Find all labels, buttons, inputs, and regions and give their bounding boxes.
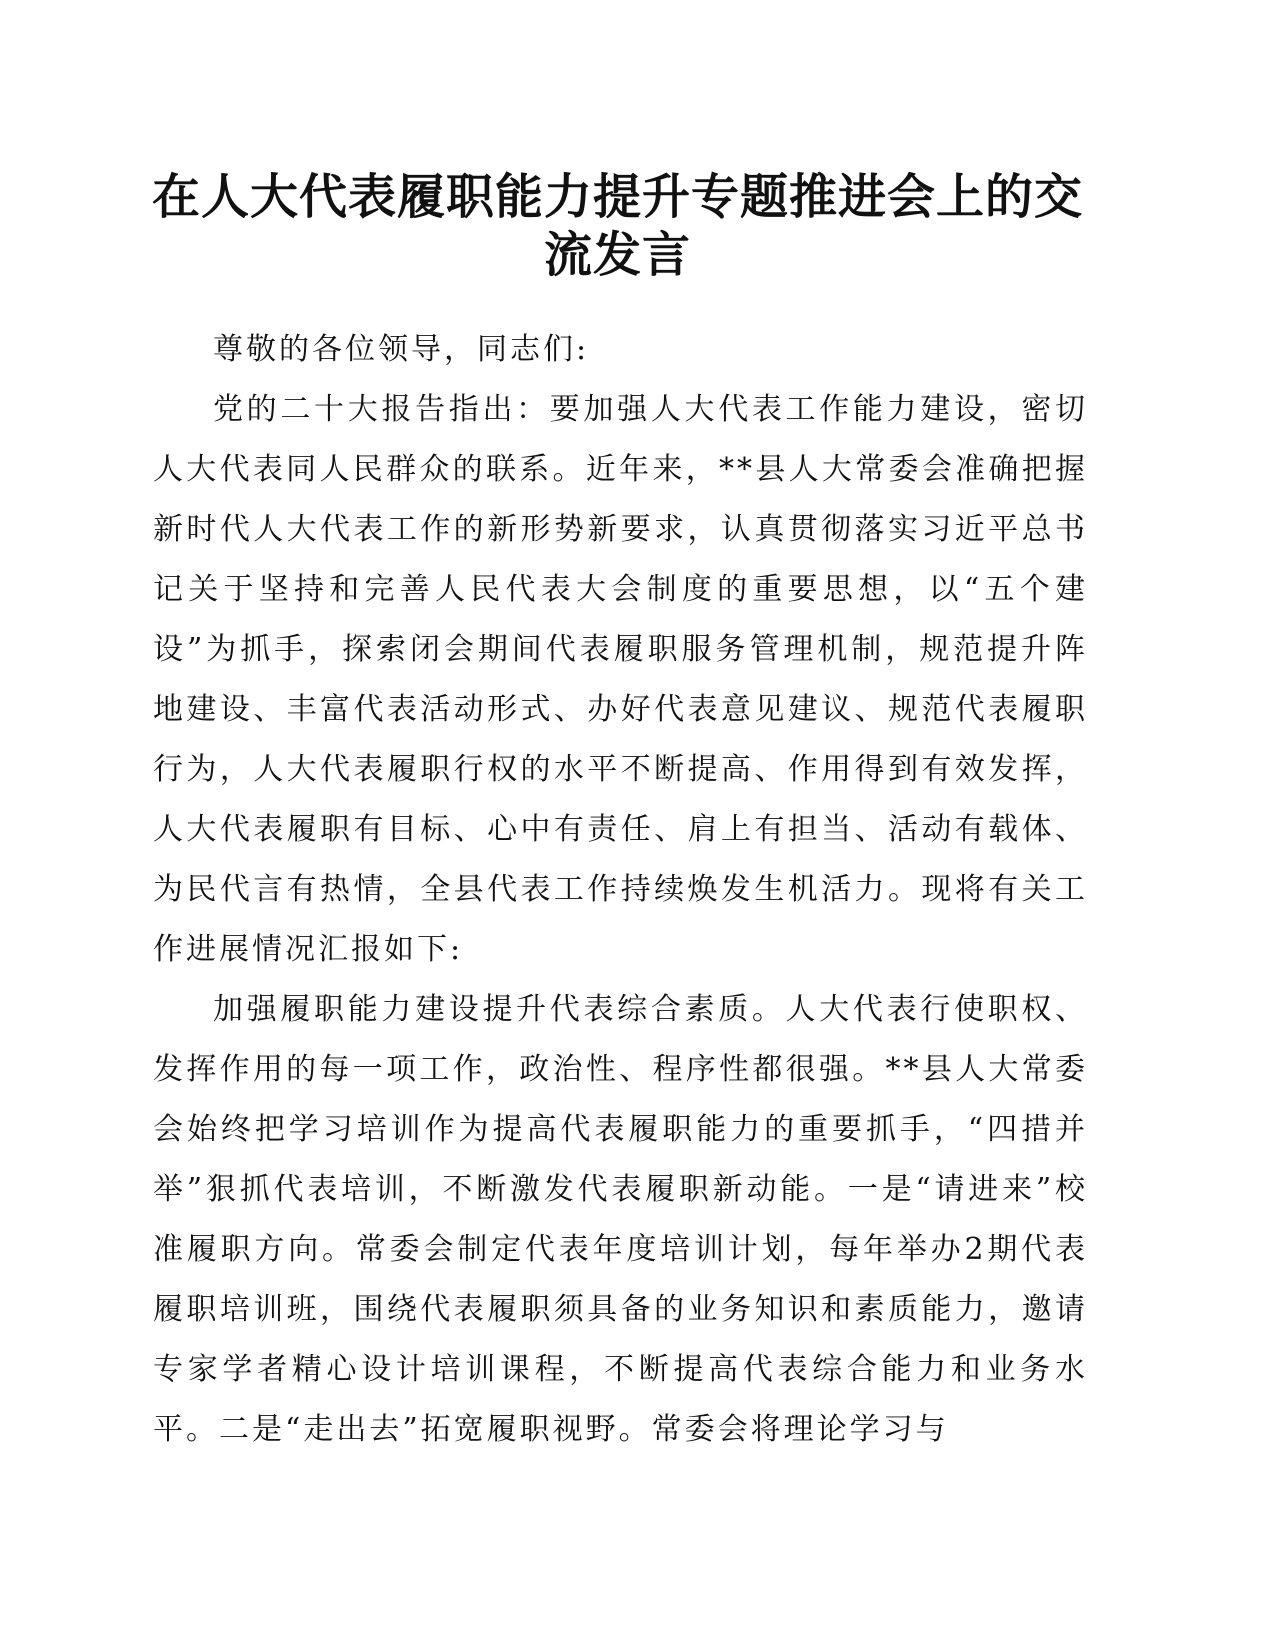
- document-body: [153, 320, 1088, 1460]
- paragraph-capacity-building: 加强履职能力建设提升代表综合素质。人大代表行使职权、发挥作用的每一项工作，政治性、程序性都很强。**县人大常委会始终把学习培训作为提高代表履职能力的重要抓手，“四措并举”狠抓代表培训，不断激发代表履职新动能。一是“请进来”校准履职方向。常委会制定代表年度培训计划，每年举办2期代表履职培训班，围绕代表履职须具备的业务知识和素质能力，邀请专家学者精心设计培训课程，不断提高代表综合能力和业务水平。二是“走出去”拓宽履职视野。常委会将理论学习与: [153, 992, 1088, 1447]
- salutation: 尊敬的各位领导，同志们:: [213, 332, 590, 367]
- paragraph-intro: 党的二十大报告指出：要加强人大代表工作能力建设，密切人大代表同人民群众的联系。近年来，**县人大常委会准确把握新时代人大代表工作的新形势新要求，认真贯彻落实习近平总书记关于坚持和完善人民代表大会制度的重要思想，以“五个建设”为抓手，探索闭会期间代表履职服务管理机制，规范提升阵地建设、丰富代表活动形式、办好代表意见建议、规范代表履职行为，人大代表履职行权的水平不断提高、作用得到有效发挥，人大代表履职有目标、心中有责任、肩上有担当、活动有载体、为民代言有热情，全县代表工作持续焕发生机活力。现将有关工作进展情况汇报如下:: [153, 392, 1088, 967]
- document-title: 在人大代表履职能力提升专题推进会上的交流发言: [151, 169, 1083, 283]
